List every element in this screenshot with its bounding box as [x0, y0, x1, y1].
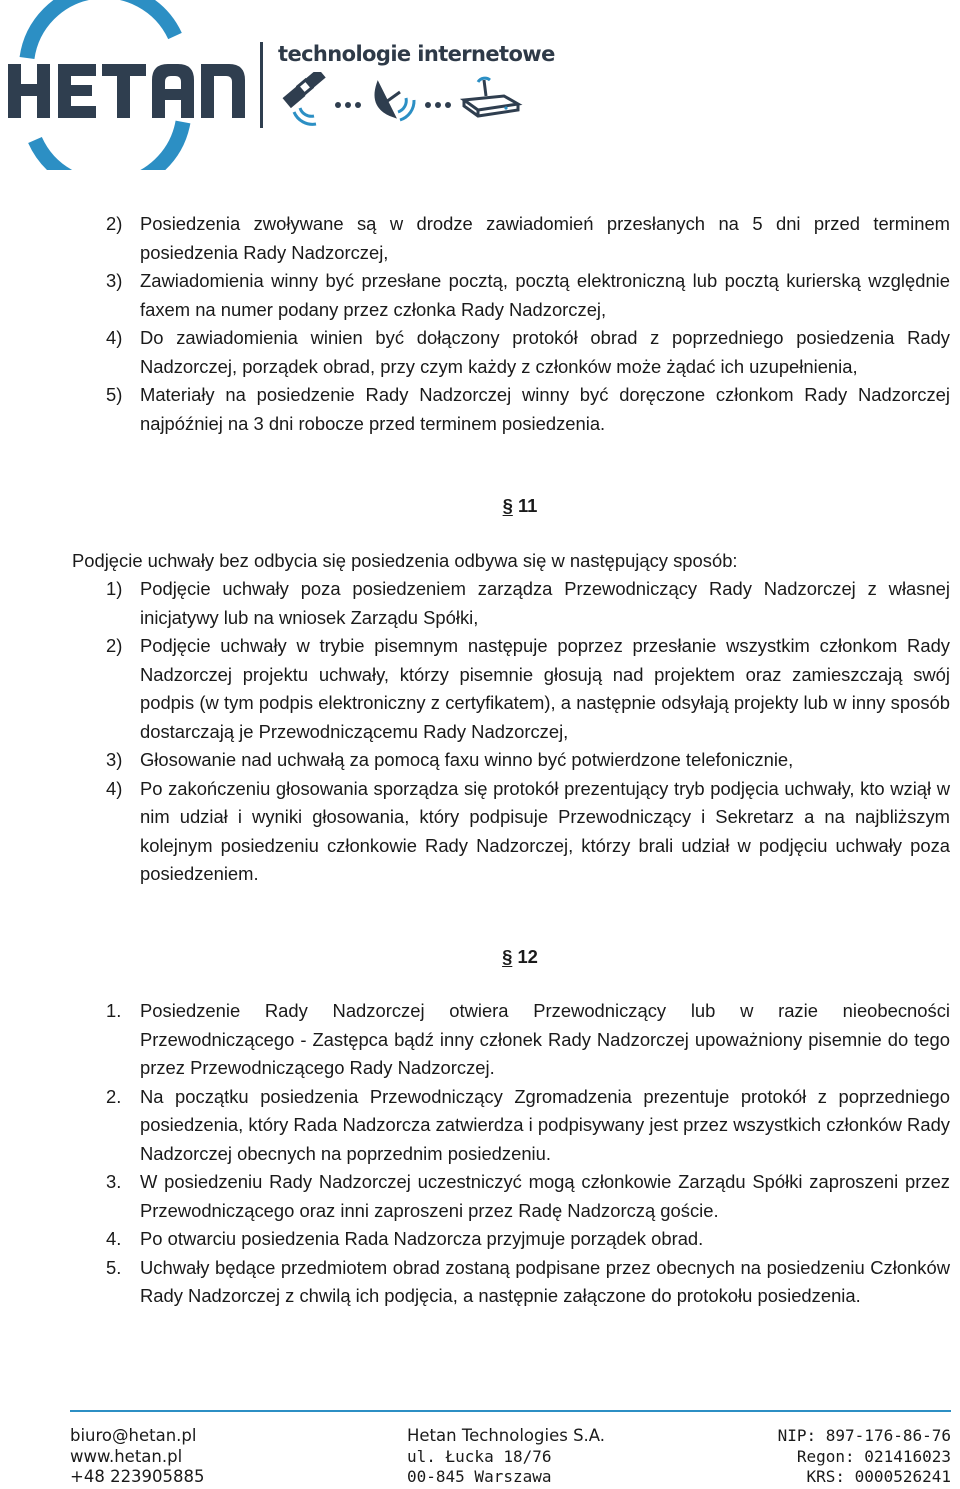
- list-item: [72, 210, 950, 267]
- footer-address: [407, 1426, 605, 1488]
- item-number: 4.: [106, 1228, 122, 1249]
- item-number: 5): [106, 384, 123, 405]
- section-11-list: [72, 575, 950, 889]
- footer-phone: +48 223905885: [70, 1467, 205, 1486]
- list-item: [72, 746, 950, 775]
- item-text: Materiały na posiedzenie Rady Nadzorczej winny być doręczone członkom Rady Nadzorczej najpóźniej na 3 dni robocze przed terminem posiedzenia.: [140, 384, 950, 434]
- footer-divider: [70, 1410, 951, 1412]
- list-item: [72, 1225, 950, 1254]
- tagline: technologie internetowe: [278, 42, 555, 66]
- list-item: [72, 381, 950, 438]
- list-item: [72, 1254, 950, 1311]
- footer-krs: KRS: 0000526241: [806, 1467, 951, 1486]
- list-item: [72, 775, 950, 889]
- list-item: [72, 324, 950, 381]
- footer-registry: [778, 1426, 951, 1488]
- service-icons: [278, 72, 528, 132]
- item-number: 1): [106, 578, 123, 599]
- satellite-icon: [285, 72, 324, 124]
- item-number: 3): [106, 270, 123, 291]
- item-number: 2): [106, 213, 123, 234]
- list-item: [72, 575, 950, 632]
- item-text: Uchwały będące przedmiotem obrad zostaną podpisane przez obecnych na posiedzeniu Członków Rady Nadzorczej z chwilą ich podjęcia, a następnie załączone do protokołu posiedzenia.: [140, 1256, 950, 1306]
- footer-contact: [70, 1426, 205, 1488]
- footer-city: 00-845 Warszawa: [407, 1467, 552, 1486]
- section-12-list: [72, 997, 950, 1311]
- hetan-logo-graphic: [5, 0, 250, 170]
- paragraph-symbol: §: [502, 945, 513, 967]
- item-number: 4): [106, 777, 123, 799]
- satellite-dish-icon: [376, 84, 414, 120]
- footer-email: biuro@hetan.pl: [70, 1426, 197, 1445]
- item-number: 5.: [106, 1256, 122, 1278]
- section-number: 11: [517, 495, 538, 516]
- item-text: Posiedzenia zwoływane są w drodze zawiadomień przesłanych na 5 dni przed terminem posiedzenia Rady Nadzorczej,: [140, 213, 950, 263]
- item-number: 2): [106, 635, 123, 656]
- item-number: 4): [106, 327, 123, 348]
- item-number: 3): [106, 749, 123, 770]
- item-text: Zawiadomienia winny być przesłane pocztą, pocztą elektroniczną lub pocztą kurierską względnie faxem na numer podany przez członka Rady Nadzorczej,: [140, 270, 950, 320]
- footer-street: ul. Łucka 18/76: [407, 1446, 552, 1466]
- letterhead: [0, 0, 960, 170]
- section-number: 12: [517, 945, 538, 967]
- list-item: [72, 1168, 950, 1225]
- item-text: Podjęcie uchwały w trybie pisemnym następuje poprzez przesłanie wszystkim członkom Rady Nadzorczej projektu uchwały, którzy pisemnie głosują nad projektem oraz zamieszczają swój podpis (w tym podpis elektroniczny z certyfikatem), a następnie odsyłają projekty lub w inny sposób dostarczają je Przewodniczącemu Rady Nadzorczej,: [140, 635, 950, 742]
- section-11-heading: [72, 492, 950, 521]
- list-item: [72, 267, 950, 324]
- footer-regon: Regon: 021416023: [796, 1446, 951, 1466]
- item-text: Po zakończeniu głosowania sporządza się protokół prezentujący tryb podjęcia uchwały, kto wziął w nim udział i wyniki głosowania, który podpisuje Przewodniczący i Sekretarz a na najbliższym kolejnym posiedzeniu członkowie Rady Nadzorczej, którzy brali udział w podjęciu uchwały poza posiedzeniem.: [140, 777, 950, 884]
- item-number: 3.: [106, 1171, 122, 1192]
- list-item: [72, 632, 950, 746]
- footer: [70, 1426, 951, 1486]
- header-divider: [260, 42, 263, 128]
- footer-nip: NIP: 897-176-86-76: [777, 1426, 951, 1445]
- section-11-intro: Podjęcie uchwały bez odbycia się posiedzenia odbywa się w następujący sposób:: [72, 549, 738, 571]
- item-text: Na początku posiedzenia Przewodniczący Zgromadzenia prezentuje protokół z poprzedniego posiedzenia, który Rada Nadzorcza zatwierdza i podpisywany jest przez wszystkich członków Rady Nadzorczej obecnych na poprzednim posiedzeniu.: [140, 1085, 950, 1164]
- router-icon: [464, 78, 518, 116]
- section-10-list: [72, 210, 950, 438]
- list-item: [72, 997, 950, 1083]
- item-text: Posiedzenie Rady Nadzorczej otwiera Przewodniczący lub w razie nieobecności Przewodniczącego - Zastępca bądź inny członek Rady Nadzorczej upoważniony pisemnie do tego przez Przewodniczącego Rady Nadzorczej.: [140, 1000, 950, 1078]
- item-text: Głosowanie nad uchwałą za pomocą faxu winno być potwierdzone telefonicznie,: [140, 749, 794, 770]
- item-number: 2.: [106, 1085, 122, 1107]
- item-text: W posiedzeniu Rady Nadzorczej uczestniczyć mogą członkowie Zarządu Spółki zaproszeni przez Przewodniczącego oraz inni zaproszeni przez Radę Nadzorczą goście.: [140, 1171, 950, 1221]
- section-12-heading: [72, 943, 950, 972]
- item-text: Podjęcie uchwały poza posiedzeniem zarządza Przewodniczący Rady Nadzorczej z własnej inicjatywy lub na wniosek Zarządu Spółki,: [140, 578, 950, 628]
- paragraph-symbol: §: [502, 495, 513, 516]
- list-item: [72, 1083, 950, 1169]
- item-text: Do zawiadomienia winien być dołączony protokół obrad z poprzedniego posiedzenia Rady Nadzorczej, porządek obrad, przy czym każdy z członków może żądać ich uzupełnienia,: [140, 327, 950, 377]
- footer-website: www.hetan.pl: [70, 1446, 183, 1466]
- document-body: [72, 210, 950, 1311]
- item-number: 1.: [106, 1000, 122, 1021]
- hetan-logo: [5, 0, 250, 170]
- footer-company: Hetan Technologies S.A.: [407, 1426, 606, 1445]
- item-text: Po otwarciu posiedzenia Rada Nadzorcza przyjmuje porządek obrad.: [140, 1228, 704, 1249]
